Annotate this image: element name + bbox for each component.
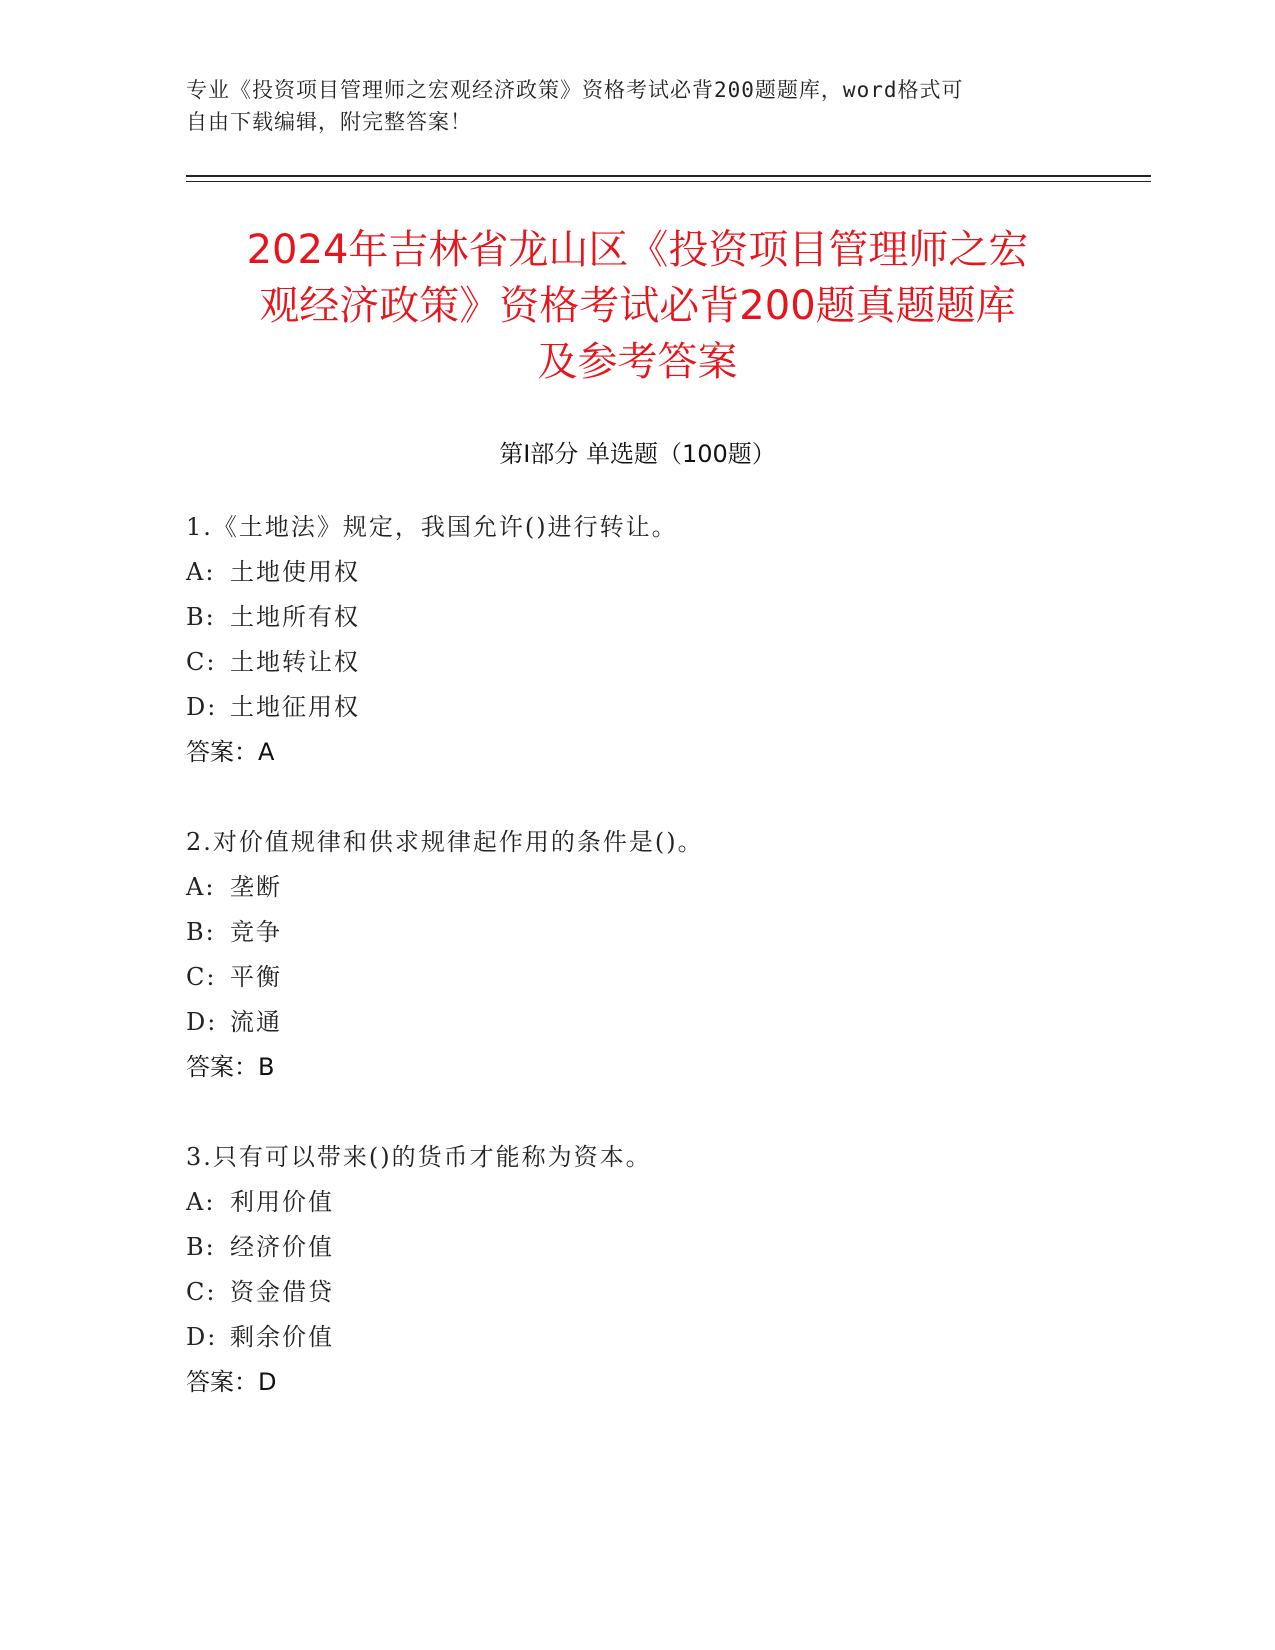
document-title [150,222,1125,390]
option-letter: C: [186,648,217,676]
header-divider-thin [186,181,1151,182]
option-b [186,1225,1166,1270]
option-text: 土地征用权 [230,693,360,721]
document-title-line-2: 观经济政策》资格考试必背200题真题题库 [259,283,1016,329]
question-3 [186,1135,1166,1405]
option-d [186,1315,1166,1360]
option-letter: D: [186,1008,218,1036]
option-b [186,595,1166,640]
section-title: 第Ⅰ部分 单选题（100题） [499,440,776,468]
option-text: 土地所有权 [230,603,360,631]
option-text: 资金借贷 [230,1278,334,1306]
document-title-line-1: 2024年吉林省龙山区《投资项目管理师之宏 [246,227,1029,273]
option-text: 土地使用权 [230,558,360,586]
option-letter: B: [186,603,216,631]
question-stem: 1.《土地法》规定，我国允许()进行转让。 [186,513,678,541]
option-c [186,640,1166,685]
header-divider-thick [186,175,1151,177]
option-a [186,550,1166,595]
option-letter: A: [186,558,216,586]
document-title-line-3: 及参考答案 [537,339,738,385]
option-c [186,955,1166,1000]
option-text: 经济价值 [230,1233,334,1261]
question-2 [186,820,1166,1090]
option-text: 利用价值 [230,1188,334,1216]
option-text: 流通 [230,1008,282,1036]
answer-line: 答案：D [186,1368,277,1396]
option-c [186,1270,1166,1315]
option-d [186,1000,1166,1045]
question-stem: 3.只有可以带来()的货币才能称为资本。 [186,1143,652,1171]
option-letter: A: [186,873,216,901]
option-letter: C: [186,1278,217,1306]
option-d [186,685,1166,730]
option-a [186,1180,1166,1225]
option-text: 竞争 [230,918,282,946]
answer-line: 答案：B [186,1053,275,1081]
option-b [186,910,1166,955]
option-text: 剩余价值 [230,1323,334,1351]
question-1 [186,505,1166,775]
option-a [186,865,1166,910]
question-stem: 2.对价值规律和供求规律起作用的条件是()。 [186,828,704,856]
option-letter: A: [186,1188,216,1216]
option-letter: D: [186,1323,218,1351]
header-note-line-1: 专业《投资项目管理师之宏观经济政策》资格考试必背200题题库，word格式可 [186,78,964,102]
option-letter: B: [186,1233,216,1261]
option-text: 垄断 [230,873,282,901]
option-letter: C: [186,963,217,991]
option-text: 平衡 [230,963,282,991]
answer-line: 答案：A [186,738,275,766]
option-letter: B: [186,918,216,946]
option-text: 土地转让权 [230,648,360,676]
option-letter: D: [186,693,218,721]
header-note [186,74,1076,138]
header-note-line-2: 自由下载编辑，附完整答案！ [186,110,472,134]
